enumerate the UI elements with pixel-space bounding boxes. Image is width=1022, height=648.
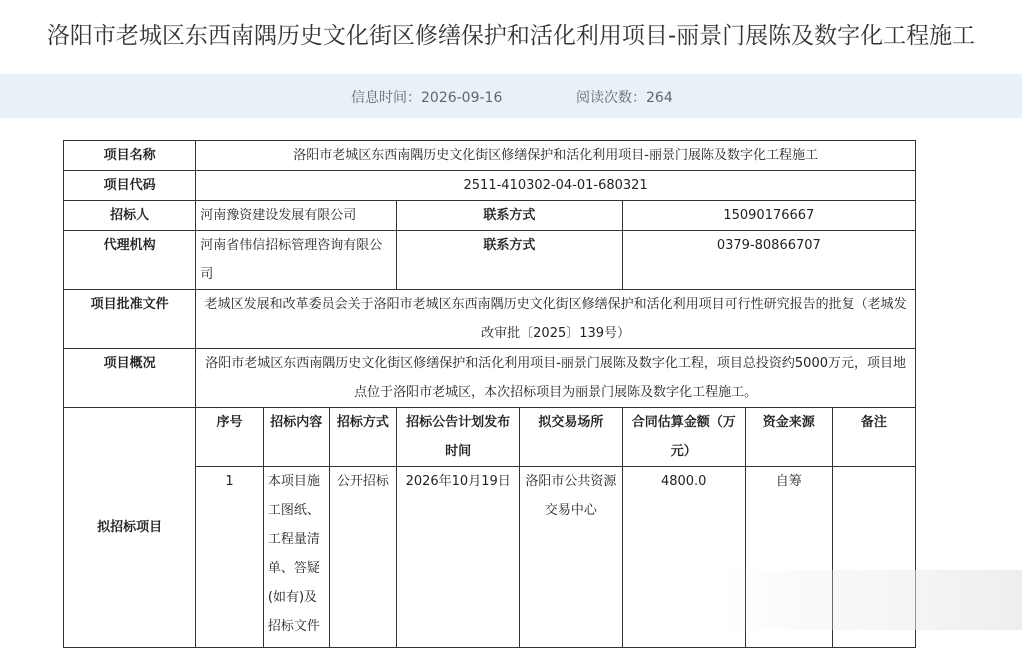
approval-value: 老城区发展和改革委员会关于洛阳市老城区东西南隅历史文化街区修缮保护和活化利用项目可行性研究报告的批复（老城发改审批〔2025〕139号） <box>196 290 916 349</box>
agency-label: 代理机构 <box>64 231 196 290</box>
sub-header-cell: 招标方式 <box>329 408 397 467</box>
sub-header-cell: 序号 <box>196 408 264 467</box>
sub-header-cell: 招标内容 <box>263 408 329 467</box>
agency-contact-label: 联系方式 <box>397 231 623 290</box>
table-row <box>64 231 916 290</box>
sub-cell: 公开招标 <box>329 467 397 648</box>
project-code-label: 项目代码 <box>64 171 196 201</box>
tenderer-label: 招标人 <box>64 201 196 231</box>
tenderer-value: 河南豫资建设发展有限公司 <box>196 201 397 231</box>
planned-project-label: 拟招标项目 <box>64 408 196 648</box>
tenderer-contact-label: 联系方式 <box>397 201 623 231</box>
table-row <box>64 171 916 201</box>
info-bar <box>0 74 1022 118</box>
approval-label: 项目批准文件 <box>64 290 196 349</box>
page-title: 洛阳市老城区东西南隅历史文化街区修缮保护和活化利用项目-丽景门展陈及数字化工程施工 <box>0 0 1022 72</box>
sub-header-cell: 资金来源 <box>745 408 832 467</box>
table-row <box>64 290 916 349</box>
tenderer-contact-value: 15090176667 <box>622 201 915 231</box>
overview-label: 项目概况 <box>64 349 196 408</box>
table-row <box>64 349 916 408</box>
sub-cell <box>832 467 915 648</box>
sub-header-cell: 招标公告计划发布时间 <box>397 408 520 467</box>
project-code-value: 2511-410302-04-01-680321 <box>196 171 916 201</box>
sub-header-cell: 合同估算金额（万元） <box>622 408 745 467</box>
sub-cell: 4800.0 <box>622 467 745 648</box>
overview-value: 洛阳市老城区东西南隅历史文化街区修缮保护和活化利用项目-丽景门展陈及数字化工程，项目总投资约5000万元，项目地点位于洛阳市老城区，本次招标项目为丽景门展陈及数字化工程施工。 <box>196 349 916 408</box>
project-name-label: 项目名称 <box>64 141 196 171</box>
sub-header-cell: 备注 <box>832 408 915 467</box>
agency-value: 河南省伟信招标管理咨询有限公司 <box>196 231 397 290</box>
sub-header-cell: 拟交易场所 <box>520 408 623 467</box>
project-name-value: 洛阳市老城区东西南隅历史文化街区修缮保护和活化利用项目-丽景门展陈及数字化工程施工 <box>196 141 916 171</box>
sub-cell: 洛阳市公共资源交易中心 <box>520 467 623 648</box>
sub-table-header-row <box>64 408 916 467</box>
table-row <box>64 201 916 231</box>
read-count: 阅读次数：264 <box>576 87 673 107</box>
sub-cell: 2026年10月19日 <box>397 467 520 648</box>
sub-cell: 自筹 <box>745 467 832 648</box>
project-info-table <box>63 140 916 648</box>
sub-cell: 1 <box>196 467 264 648</box>
sub-cell: 本项目施工图纸、工程量清单、答疑(如有)及招标文件 <box>263 467 329 648</box>
info-date: 信息时间：2026-09-16 <box>351 87 502 107</box>
table-row <box>64 141 916 171</box>
agency-contact-value: 0379-80866707 <box>622 231 915 290</box>
